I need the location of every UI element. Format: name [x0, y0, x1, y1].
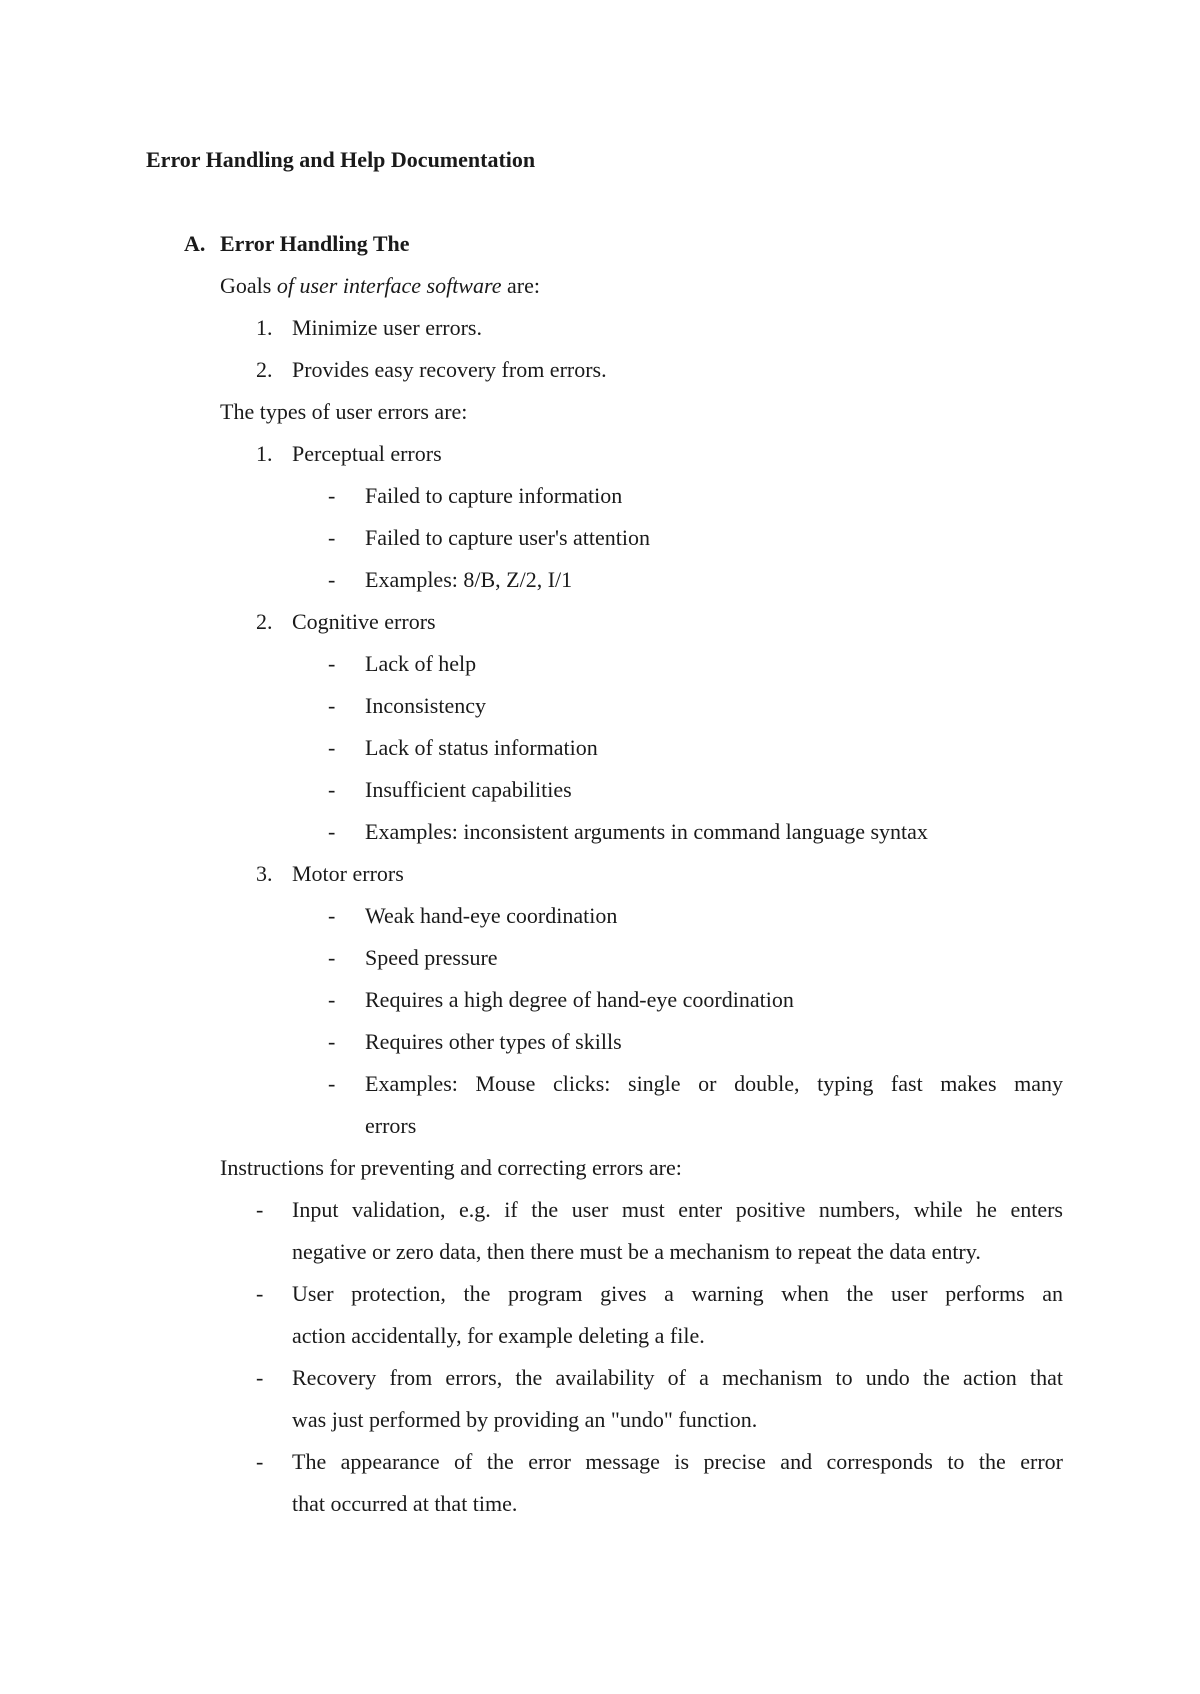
dash-bullet: - [328, 819, 336, 844]
document-title: Error Handling and Help Documentation [146, 147, 536, 172]
goals-intro [220, 272, 540, 300]
list-item: Examples: 8/B, Z/2, I/1 [365, 567, 573, 592]
instruction-line1: User protection, the program gives a warning when the user performs an [292, 1281, 1063, 1306]
instruction-line1: Input validation, e.g. if the user must enter positive numbers, while he enters [292, 1197, 1063, 1222]
goal-number: 2. [256, 357, 273, 382]
dash-bullet: - [328, 903, 336, 928]
instruction-line2: action accidentally, for example deleting a file. [292, 1323, 705, 1348]
list-item: Requires other types of skills [365, 1029, 622, 1054]
dash-bullet: - [328, 987, 336, 1012]
list-item-line2: errors [365, 1113, 417, 1138]
dash-bullet: - [328, 483, 336, 508]
dash-bullet: - [328, 945, 336, 970]
list-item: Examples: inconsistent arguments in command language syntax [365, 819, 928, 844]
goals-intro-prefix: Goals [220, 273, 277, 298]
section-heading [184, 230, 410, 258]
list-item: Insufficient capabilities [365, 777, 572, 802]
instruction-line1: The appearance of the error message is precise and corresponds to the error [292, 1449, 1063, 1474]
list-item: Lack of status information [365, 735, 598, 760]
error-type-number: 2. [256, 609, 273, 634]
goals-intro-suffix: are: [501, 273, 540, 298]
list-item: Requires a high degree of hand-eye coordination [365, 987, 794, 1012]
error-type-number: 3. [256, 861, 273, 886]
section-label: A. [184, 231, 206, 256]
list-item: Inconsistency [365, 693, 486, 718]
list-item: Speed pressure [365, 945, 498, 970]
list-item: Lack of help [365, 651, 477, 676]
list-item: Failed to capture user's attention [365, 525, 650, 550]
list-item: Failed to capture information [365, 483, 623, 508]
instructions-intro: Instructions for preventing and correcting errors are: [220, 1155, 682, 1180]
instruction-line1: Recovery from errors, the availability of a mechanism to undo the action that [292, 1365, 1063, 1390]
list-item: Weak hand-eye coordination [365, 903, 618, 928]
dash-bullet: - [256, 1281, 264, 1306]
section-heading-text: Error Handling The [220, 231, 410, 256]
dash-bullet: - [256, 1197, 264, 1222]
types-intro: The types of user errors are: [220, 399, 468, 424]
dash-bullet: - [256, 1365, 264, 1390]
dash-bullet: - [328, 1029, 336, 1054]
dash-bullet: - [328, 693, 336, 718]
goal-number: 1. [256, 315, 273, 340]
dash-bullet: - [328, 1071, 336, 1096]
goal-item: Minimize user errors. [292, 315, 482, 340]
dash-bullet: - [328, 735, 336, 760]
error-type-name: Perceptual errors [292, 441, 442, 466]
error-type-name: Motor errors [292, 861, 404, 886]
error-type-name: Cognitive errors [292, 609, 436, 634]
instruction-line2: was just performed by providing an "undo" function. [292, 1407, 758, 1432]
list-item-line1: Examples: Mouse clicks: single or double, typing fast makes many [365, 1071, 1063, 1096]
error-type-number: 1. [256, 441, 273, 466]
goal-item: Provides easy recovery from errors. [292, 357, 607, 382]
dash-bullet: - [328, 777, 336, 802]
dash-bullet: - [328, 567, 336, 592]
dash-bullet: - [256, 1449, 264, 1474]
goals-intro-italic: of user interface software [276, 273, 502, 298]
dash-bullet: - [328, 651, 336, 676]
instruction-line2: that occurred at that time. [292, 1491, 518, 1516]
dash-bullet: - [328, 525, 336, 550]
instruction-line2: negative or zero data, then there must be a mechanism to repeat the data entry. [292, 1239, 981, 1264]
